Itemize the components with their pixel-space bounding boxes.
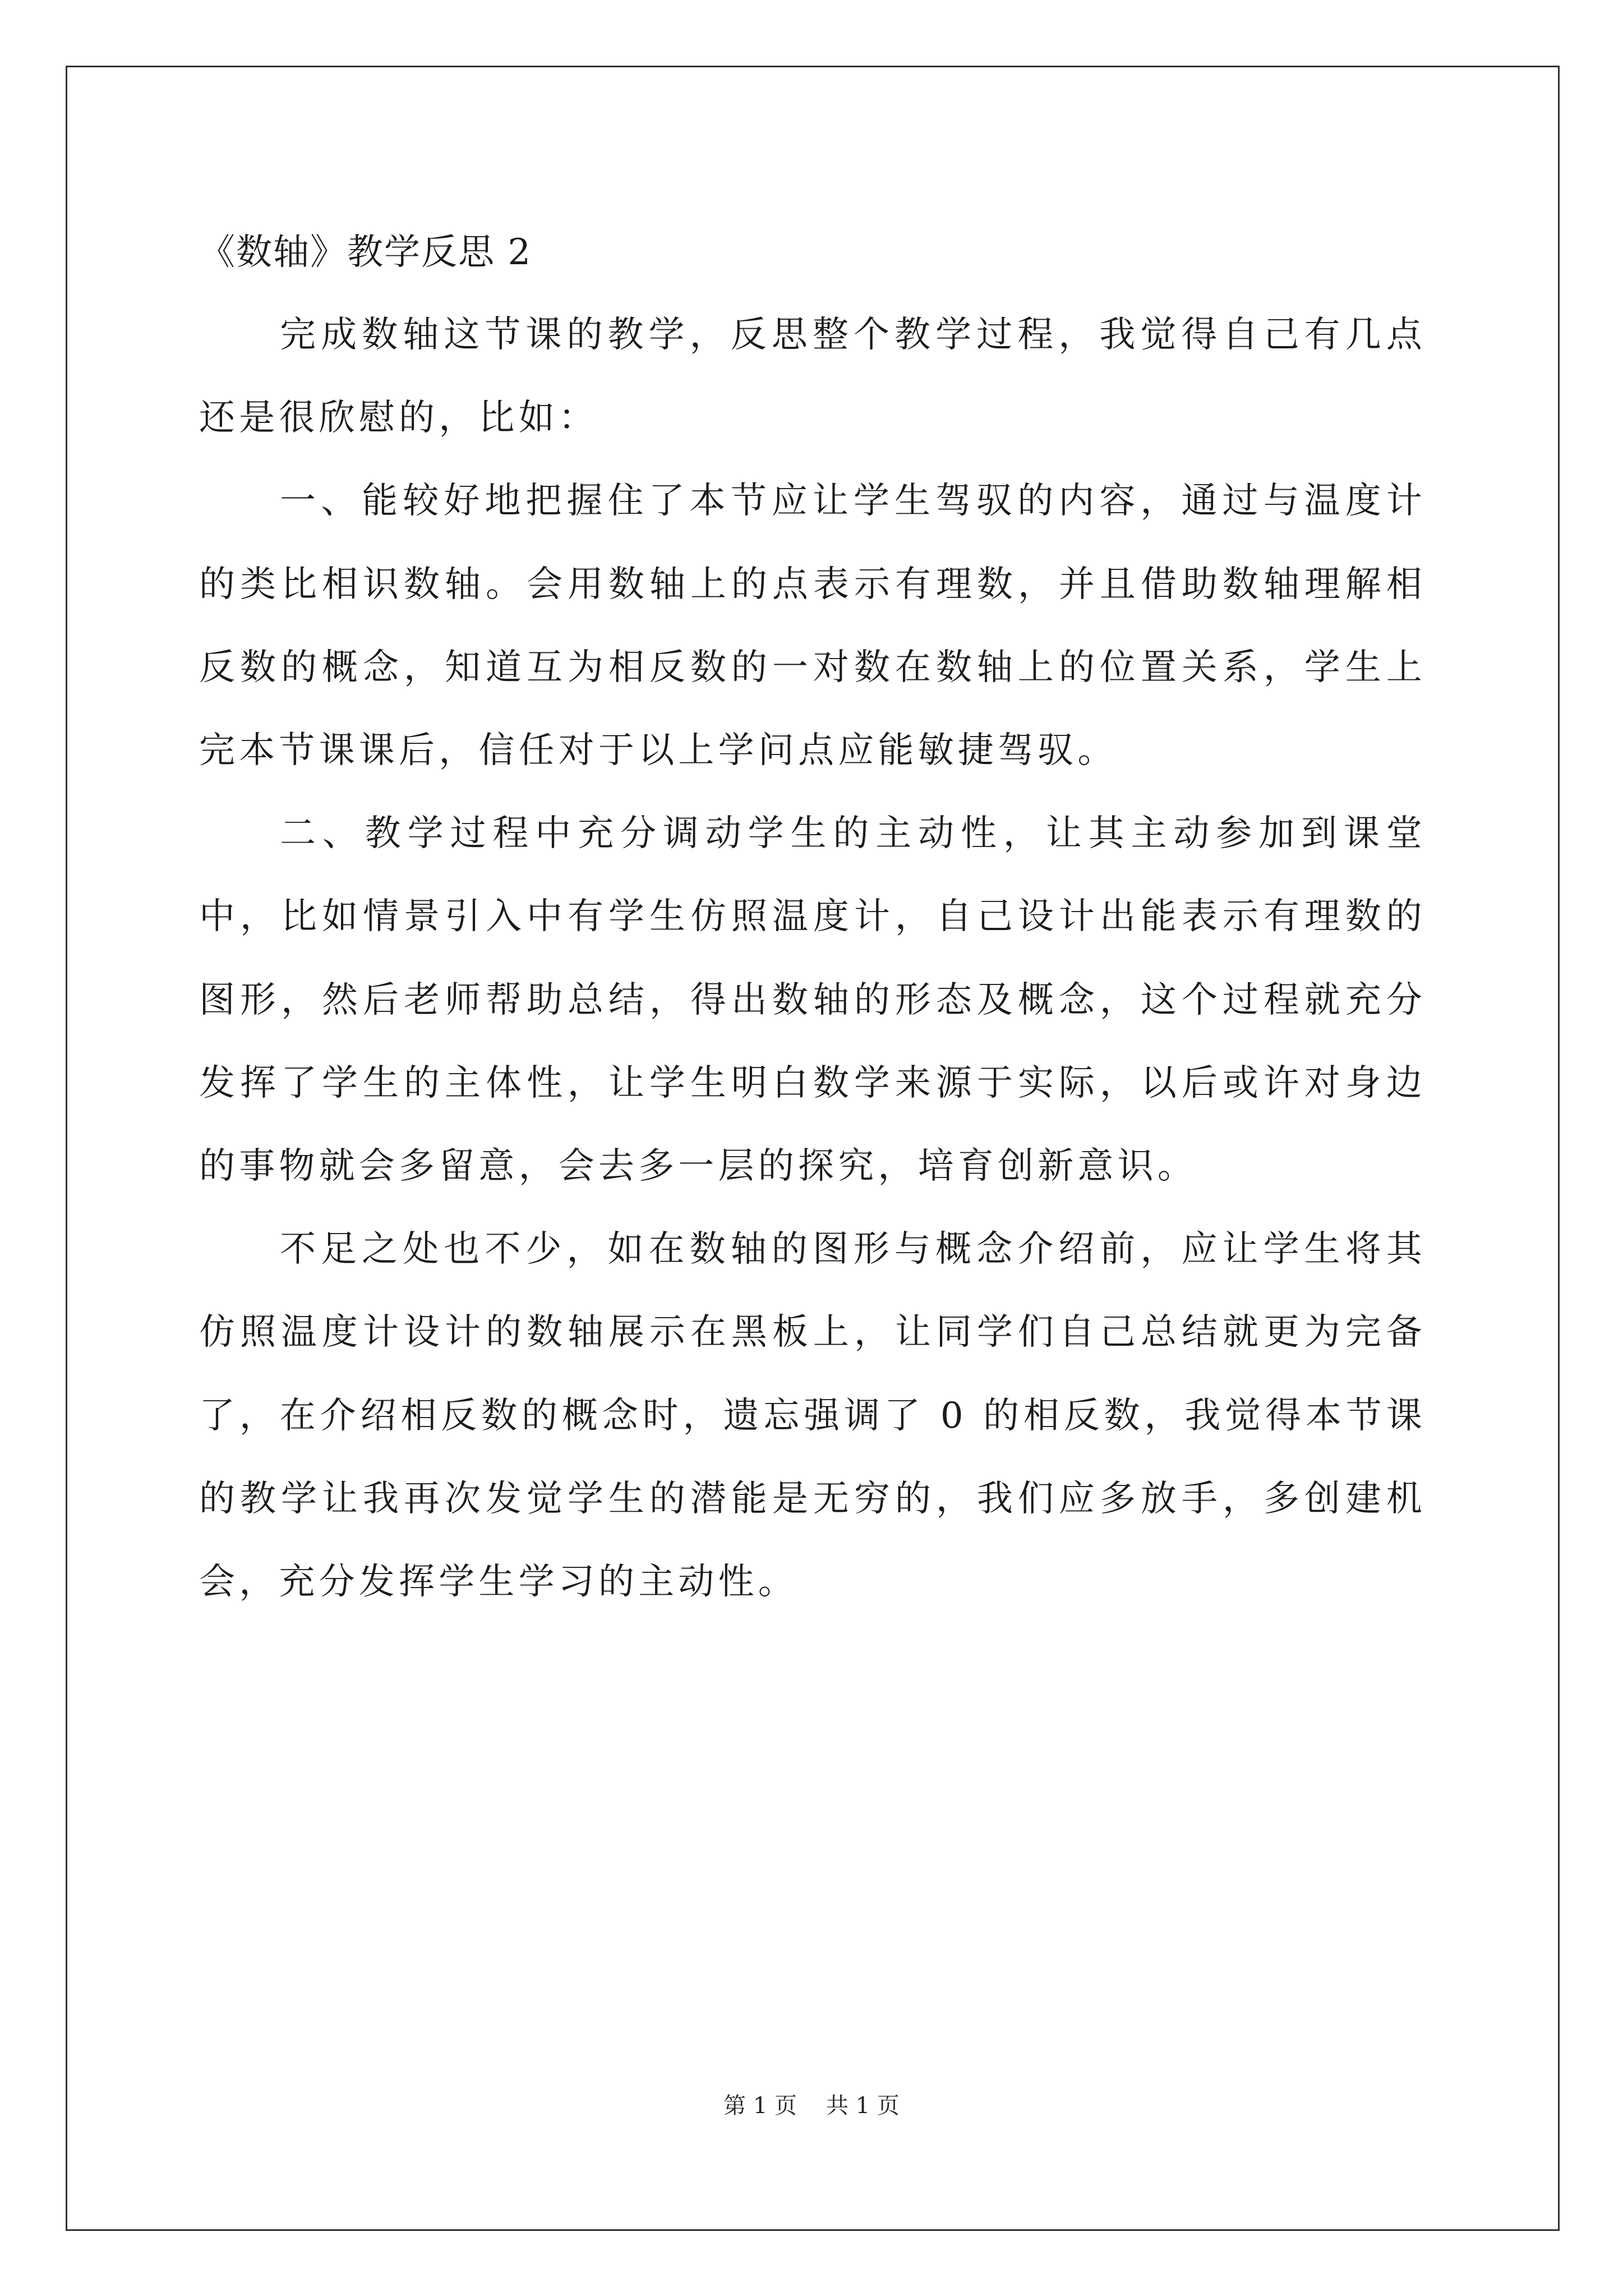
paragraph-intro: 完成数轴这节课的教学，反思整个教学过程，我觉得自己有几点还是很欣慰的，比如： — [199, 314, 1426, 439]
paragraph-point-one: 一、能较好地把握住了本节应让学生驾驭的内容，通过与温度计的类比相识数轴。会用数轴上的点表示有理数，并且借助数轴理解相反数的概念，知道互为相反数的一对数在数轴上的位置关系，学生上完本节课课后，信任对于以上学问点应能敏捷驾驭。 — [199, 480, 1426, 772]
paragraph-point-two: 二、教学过程中充分调动学生的主动性，让其主动参加到课堂中，比如情景引入中有学生仿照温度计，自己设计出能表示有理数的图形，然后老师帮助总结，得出数轴的形态及概念，这个过程就充分发挥了学生的主体性，让学生明白数学来源于实际，以后或许对身边的事物就会多留意，会去多一层的探究，培育创新意识。 — [199, 813, 1426, 1188]
page-footer — [0, 2089, 1623, 2123]
document-body — [199, 293, 1426, 1623]
document-title: 《数轴》教学反思 2 — [199, 232, 532, 273]
page-number: 第 1 页 — [723, 2093, 797, 2119]
paragraph-shortcomings: 不足之处也不少，如在数轴的图形与概念介绍前，应让学生将其仿照温度计设计的数轴展示在黑板上，让同学们自己总结就更为完备了，在介绍相反数的概念时，遗忘强调了 0 的相反数，我觉得本节课的教学让我再次发觉学生的潜能是无穷的，我们应多放手，多创建机会，充分发挥学生学习的主动性。 — [199, 1228, 1426, 1603]
page-total: 共 1 页 — [826, 2093, 900, 2119]
